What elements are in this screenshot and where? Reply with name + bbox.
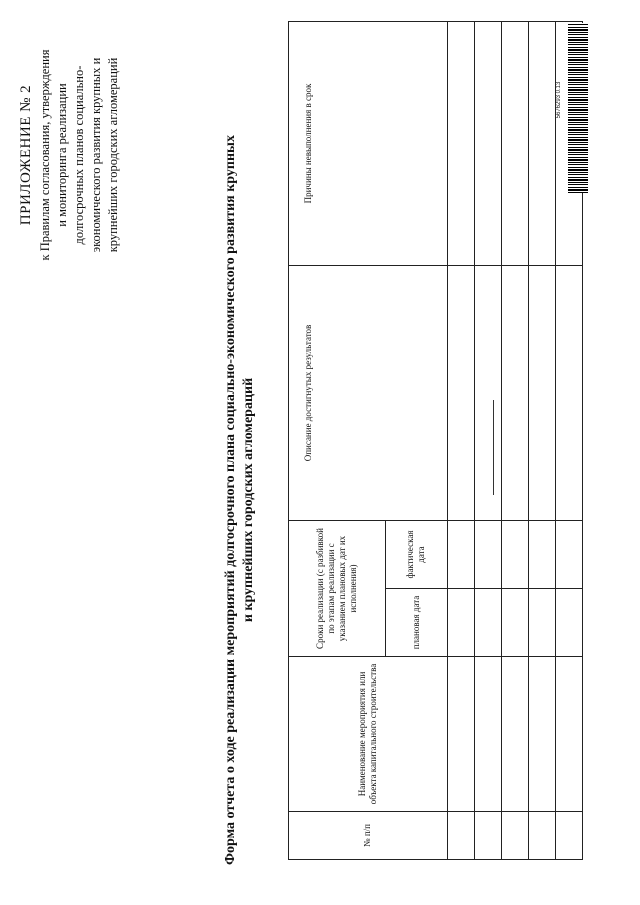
col-terms-header: Сроки реализации (с разбивкой по этапам реализации с указанием плановых дат их исполнения) xyxy=(289,521,386,657)
col-number-header: № п/п xyxy=(289,812,448,860)
end-divider xyxy=(493,400,494,495)
table-row xyxy=(528,22,555,860)
col-planned-date-header: плановая дата xyxy=(385,589,447,657)
barcode-number: 5676293 0.13 xyxy=(556,81,562,119)
table-row xyxy=(501,22,528,860)
appendix-heading: ПРИЛОЖЕНИЕ № 2 xyxy=(18,84,34,226)
appendix-block xyxy=(18,30,122,280)
col-name-header: Наименование мероприятия или объекта капитального строительства xyxy=(289,657,448,812)
table-row xyxy=(447,22,474,860)
document-title xyxy=(222,135,258,865)
appendix-line-2: и мониторинга реализации xyxy=(55,83,69,227)
barcode-icon xyxy=(568,23,588,193)
report-table xyxy=(288,21,583,860)
table-header-row xyxy=(289,22,386,860)
appendix-line-1: к Правилам согласования, утверждения xyxy=(38,49,52,261)
title-line-1: Форма отчета о ходе реализации мероприятий долгосрочного плана социально-экономического развития крупных xyxy=(223,135,238,865)
appendix-line-3: долгосрочных планов социально- xyxy=(72,65,86,245)
appendix-line-5: крупнейших городских агломераций xyxy=(106,57,120,253)
title-line-2: и крупнейших городских агломераций xyxy=(241,377,256,623)
col-actual-date-header: фактическая дата xyxy=(385,521,447,589)
col-results-header: Описание достигнутых результатов xyxy=(289,266,448,521)
table-row xyxy=(474,22,501,860)
col-reasons-header: Причины невыполнения в срок xyxy=(289,22,448,266)
appendix-line-4: экономического развития крупных и xyxy=(89,57,103,253)
